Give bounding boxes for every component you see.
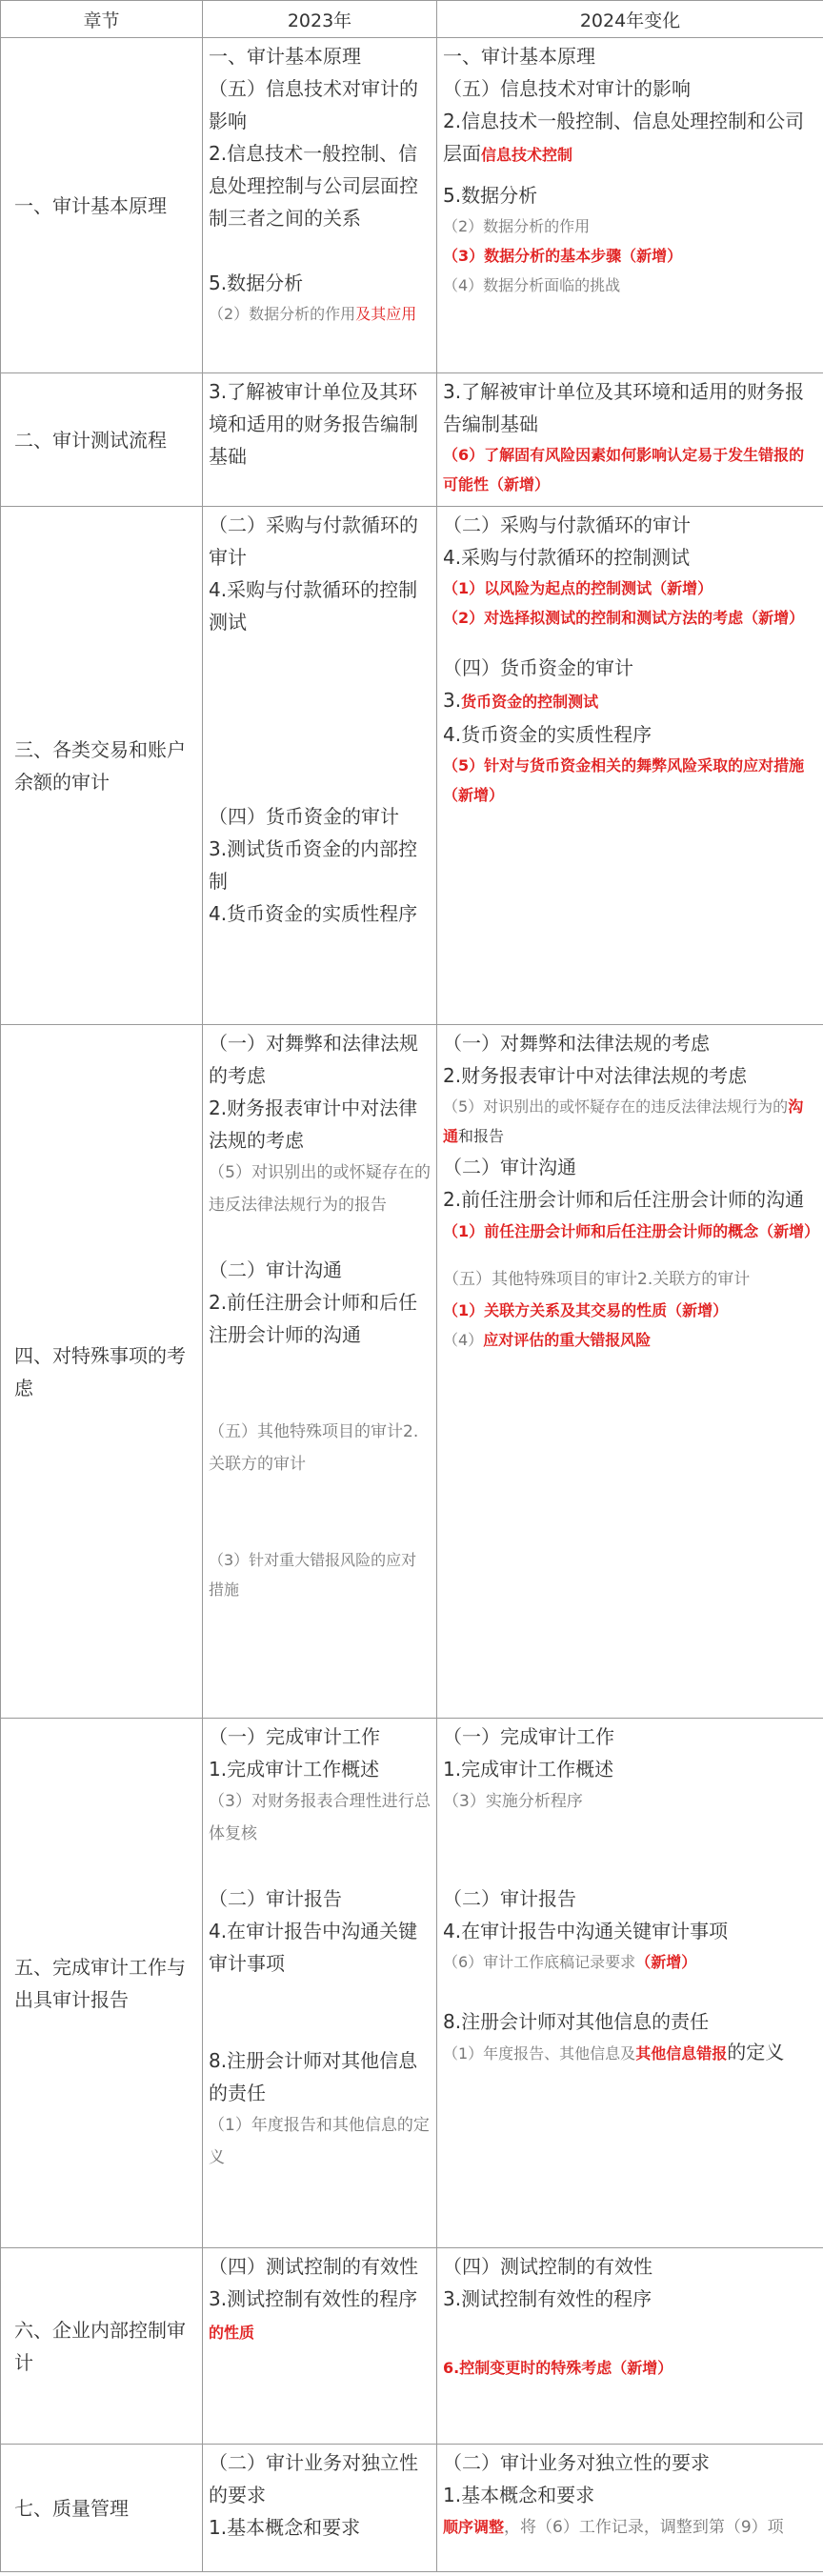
cell-2024 [437, 1719, 823, 2248]
change-highlight: 的性质 [209, 2324, 255, 2342]
change-highlight: 其他信息错报 [635, 2044, 728, 2063]
cell-line: （4）数据分析面临的挑战 [443, 276, 621, 294]
cell-line: 1.基本概念和要求 [209, 2516, 361, 2539]
cell-line: 8.注册会计师对其他信息的责任 [443, 2010, 710, 2033]
cell-line: （2）数据分析的作用及其应用 [209, 305, 417, 323]
cell-line: 1.完成审计工作概述 [209, 1758, 380, 1781]
cell-line: 3.了解被审计单位及其环境和适用的财务报告编制基础 [443, 380, 805, 435]
cell-2024 [437, 507, 823, 1025]
cell-line: （二）审计沟通 [209, 1258, 342, 1281]
change-highlight: 信息技术控制 [481, 146, 573, 164]
change-highlight: 顺序调整 [443, 2518, 505, 2536]
cell-line: （四）测试控制的有效性 [443, 2255, 652, 2278]
chapter-cell: 五、完成审计工作与出具审计报告 [1, 1719, 203, 2248]
cell-line: （4）应对评估的重大错报风险 [443, 1331, 652, 1349]
cell-line: 一、审计基本原理 [443, 45, 595, 68]
cell-line: 4.货币资金的实质性程序 [209, 902, 418, 925]
table-row [1, 373, 823, 507]
table-row [1, 1025, 823, 1719]
cell-line: （二）审计业务对独立性的要求 [443, 2451, 710, 2474]
cell-line: （6）审计工作底稿记录要求（新增） [443, 1953, 697, 1971]
cell-line: （二）审计报告 [209, 1887, 342, 1910]
cell-line: （5）对识别出的或怀疑存在的违反法律法规行为的报告 [209, 1163, 431, 1215]
cell-line: （3）对财务报表合理性进行总体复核 [209, 1792, 431, 1843]
cell-2023 [203, 507, 437, 1025]
table-row [1, 2248, 823, 2445]
cell-2023 [203, 1025, 437, 1719]
change-highlight: 应对评估的重大错报风险 [483, 1331, 652, 1349]
cell-line: （四）货币资金的审计 [443, 656, 633, 679]
cell-line: （二）采购与付款循环的审计 [209, 513, 418, 569]
cell-line: 3.测试控制有效性的程序的性质 [209, 2287, 418, 2342]
cell-line: 5.数据分析 [443, 184, 538, 207]
cell-line: （二）审计沟通 [443, 1156, 576, 1178]
cell-line: 2.信息技术一般控制、信息处理控制与公司层面控制三者之间的关系 [209, 142, 418, 230]
new-item: （1）关联方关系及其交易的性质（新增） [443, 1301, 729, 1319]
new-item: 6.控制变更时的特殊考虑（新增） [443, 2359, 673, 2377]
cell-line: 5.数据分析 [209, 272, 304, 294]
table-row [1, 2445, 823, 2572]
cell-2023 [203, 1719, 437, 2248]
cell-line: （四）货币资金的审计 [209, 805, 399, 828]
header-chapter: 章节 [1, 1, 203, 38]
new-item: （2）对选择拟测试的控制和测试方法的考虑（新增） [443, 609, 805, 627]
chapter-cell: 六、企业内部控制审计 [1, 2248, 203, 2445]
cell-line: （3）针对重大错报风险的应对措施 [209, 1551, 417, 1599]
cell-line: （五）其他特殊项目的审计2.关联方的审计 [443, 1270, 751, 1289]
cell-2023 [203, 38, 437, 373]
cell-2023 [203, 2248, 437, 2445]
cell-line: （五）信息技术对审计的影响 [443, 77, 691, 100]
cell-2023 [203, 2445, 437, 2572]
cell-line: 4.采购与付款循环的控制测试 [209, 578, 418, 634]
chapter-cell: 二、审计测试流程 [1, 373, 203, 507]
cell-line: （一）对舞弊和法律法规的考虑 [209, 1032, 418, 1087]
new-item: （6）了解固有风险因素如何影响认定易于发生错报的可能性（新增） [443, 446, 805, 493]
change-highlight: 沟通 [443, 1097, 804, 1145]
change-highlight: 货币资金的控制测试 [461, 693, 599, 711]
change-highlight: （新增） [635, 1953, 697, 1971]
header-2023: 2023年 [203, 1, 437, 38]
cell-line: 4.在审计报告中沟通关键审计事项 [209, 1920, 418, 1975]
cell-line: （5）对识别出的或怀疑存在的违反法律法规行为的沟通和报告 [443, 1097, 804, 1145]
cell-line: 3.测试货币资金的内部控制 [209, 837, 418, 893]
cell-line: 1.完成审计工作概述 [443, 1758, 614, 1781]
cell-line: （四）测试控制的有效性 [209, 2255, 418, 2278]
cell-2024 [437, 2445, 823, 2572]
cell-line: 4.采购与付款循环的控制测试 [443, 546, 691, 569]
new-item: （3）数据分析的基本步骤（新增） [443, 247, 683, 265]
cell-line: （3）实施分析程序 [443, 1792, 583, 1811]
cell-2024 [437, 38, 823, 373]
chapter-cell: 四、对特殊事项的考虑 [1, 1025, 203, 1719]
new-item: （5）针对与货币资金相关的舞弊风险采取的应对措施（新增） [443, 756, 805, 804]
cell-line: 4.货币资金的实质性程序 [443, 723, 652, 746]
cell-line: （1）年度报告和其他信息的定义 [209, 2116, 430, 2167]
cell-2024 [437, 2248, 823, 2445]
new-item: （1）前任注册会计师和后任注册会计师的概念（新增） [443, 1222, 820, 1240]
cell-line: （一）对舞弊和法律法规的考虑 [443, 1032, 710, 1055]
cell-line: 顺序调整，将（6）工作记录，调整到第（9）项 [443, 2518, 784, 2537]
cell-line: （二）审计报告 [443, 1887, 576, 1910]
cell-line: 一、审计基本原理 [209, 45, 361, 68]
table-row [1, 507, 823, 1025]
cell-line: （二）审计业务对独立性的要求 [209, 2451, 418, 2506]
cell-line: （2）数据分析的作用 [443, 217, 591, 235]
cell-line: 1.基本概念和要求 [443, 2484, 595, 2506]
change-highlight: 及其应用 [355, 305, 417, 323]
cell-line: 2.财务报表审计中对法律法规的考虑 [443, 1064, 748, 1087]
chapter-cell: 一、审计基本原理 [1, 38, 203, 373]
cell-line: 3.了解被审计单位及其环境和适用的财务报告编制基础 [209, 380, 418, 468]
new-item: （1）以风险为起点的控制测试（新增） [443, 579, 713, 597]
cell-line: （1）年度报告、其他信息及其他信息错报的定义 [443, 2041, 785, 2063]
header-row [1, 1, 823, 38]
cell-line: （一）完成审计工作 [209, 1725, 380, 1748]
cell-line: （五）信息技术对审计的影响 [209, 77, 418, 132]
cell-line: 8.注册会计师对其他信息的责任 [209, 2049, 418, 2104]
cell-line: （二）采购与付款循环的审计 [443, 513, 691, 536]
chapter-cell: 三、各类交易和账户余额的审计 [1, 507, 203, 1025]
cell-2023 [203, 373, 437, 507]
cell-line: 4.在审计报告中沟通关键审计事项 [443, 1920, 729, 1942]
table-row [1, 38, 823, 373]
cell-2024 [437, 373, 823, 507]
cell-line: 2.信息技术一般控制、信息处理控制和公司层面信息技术控制 [443, 110, 805, 165]
chapter-cell: 七、质量管理 [1, 2445, 203, 2572]
cell-line: 2.前任注册会计师和后任注册会计师的沟通 [209, 1291, 418, 1346]
cell-line: 3.测试控制有效性的程序 [443, 2287, 652, 2310]
cell-line: 3.货币资金的控制测试 [443, 689, 599, 712]
cell-line: 2.前任注册会计师和后任注册会计师的沟通 [443, 1188, 805, 1211]
cell-2024 [437, 1025, 823, 1719]
cell-line: （一）完成审计工作 [443, 1725, 614, 1748]
cell-line: （五）其他特殊项目的审计2.关联方的审计 [209, 1422, 419, 1474]
table-row [1, 1719, 823, 2248]
header-2024: 2024年变化 [437, 1, 823, 38]
cell-line: 2.财务报表审计中对法律法规的考虑 [209, 1097, 418, 1152]
